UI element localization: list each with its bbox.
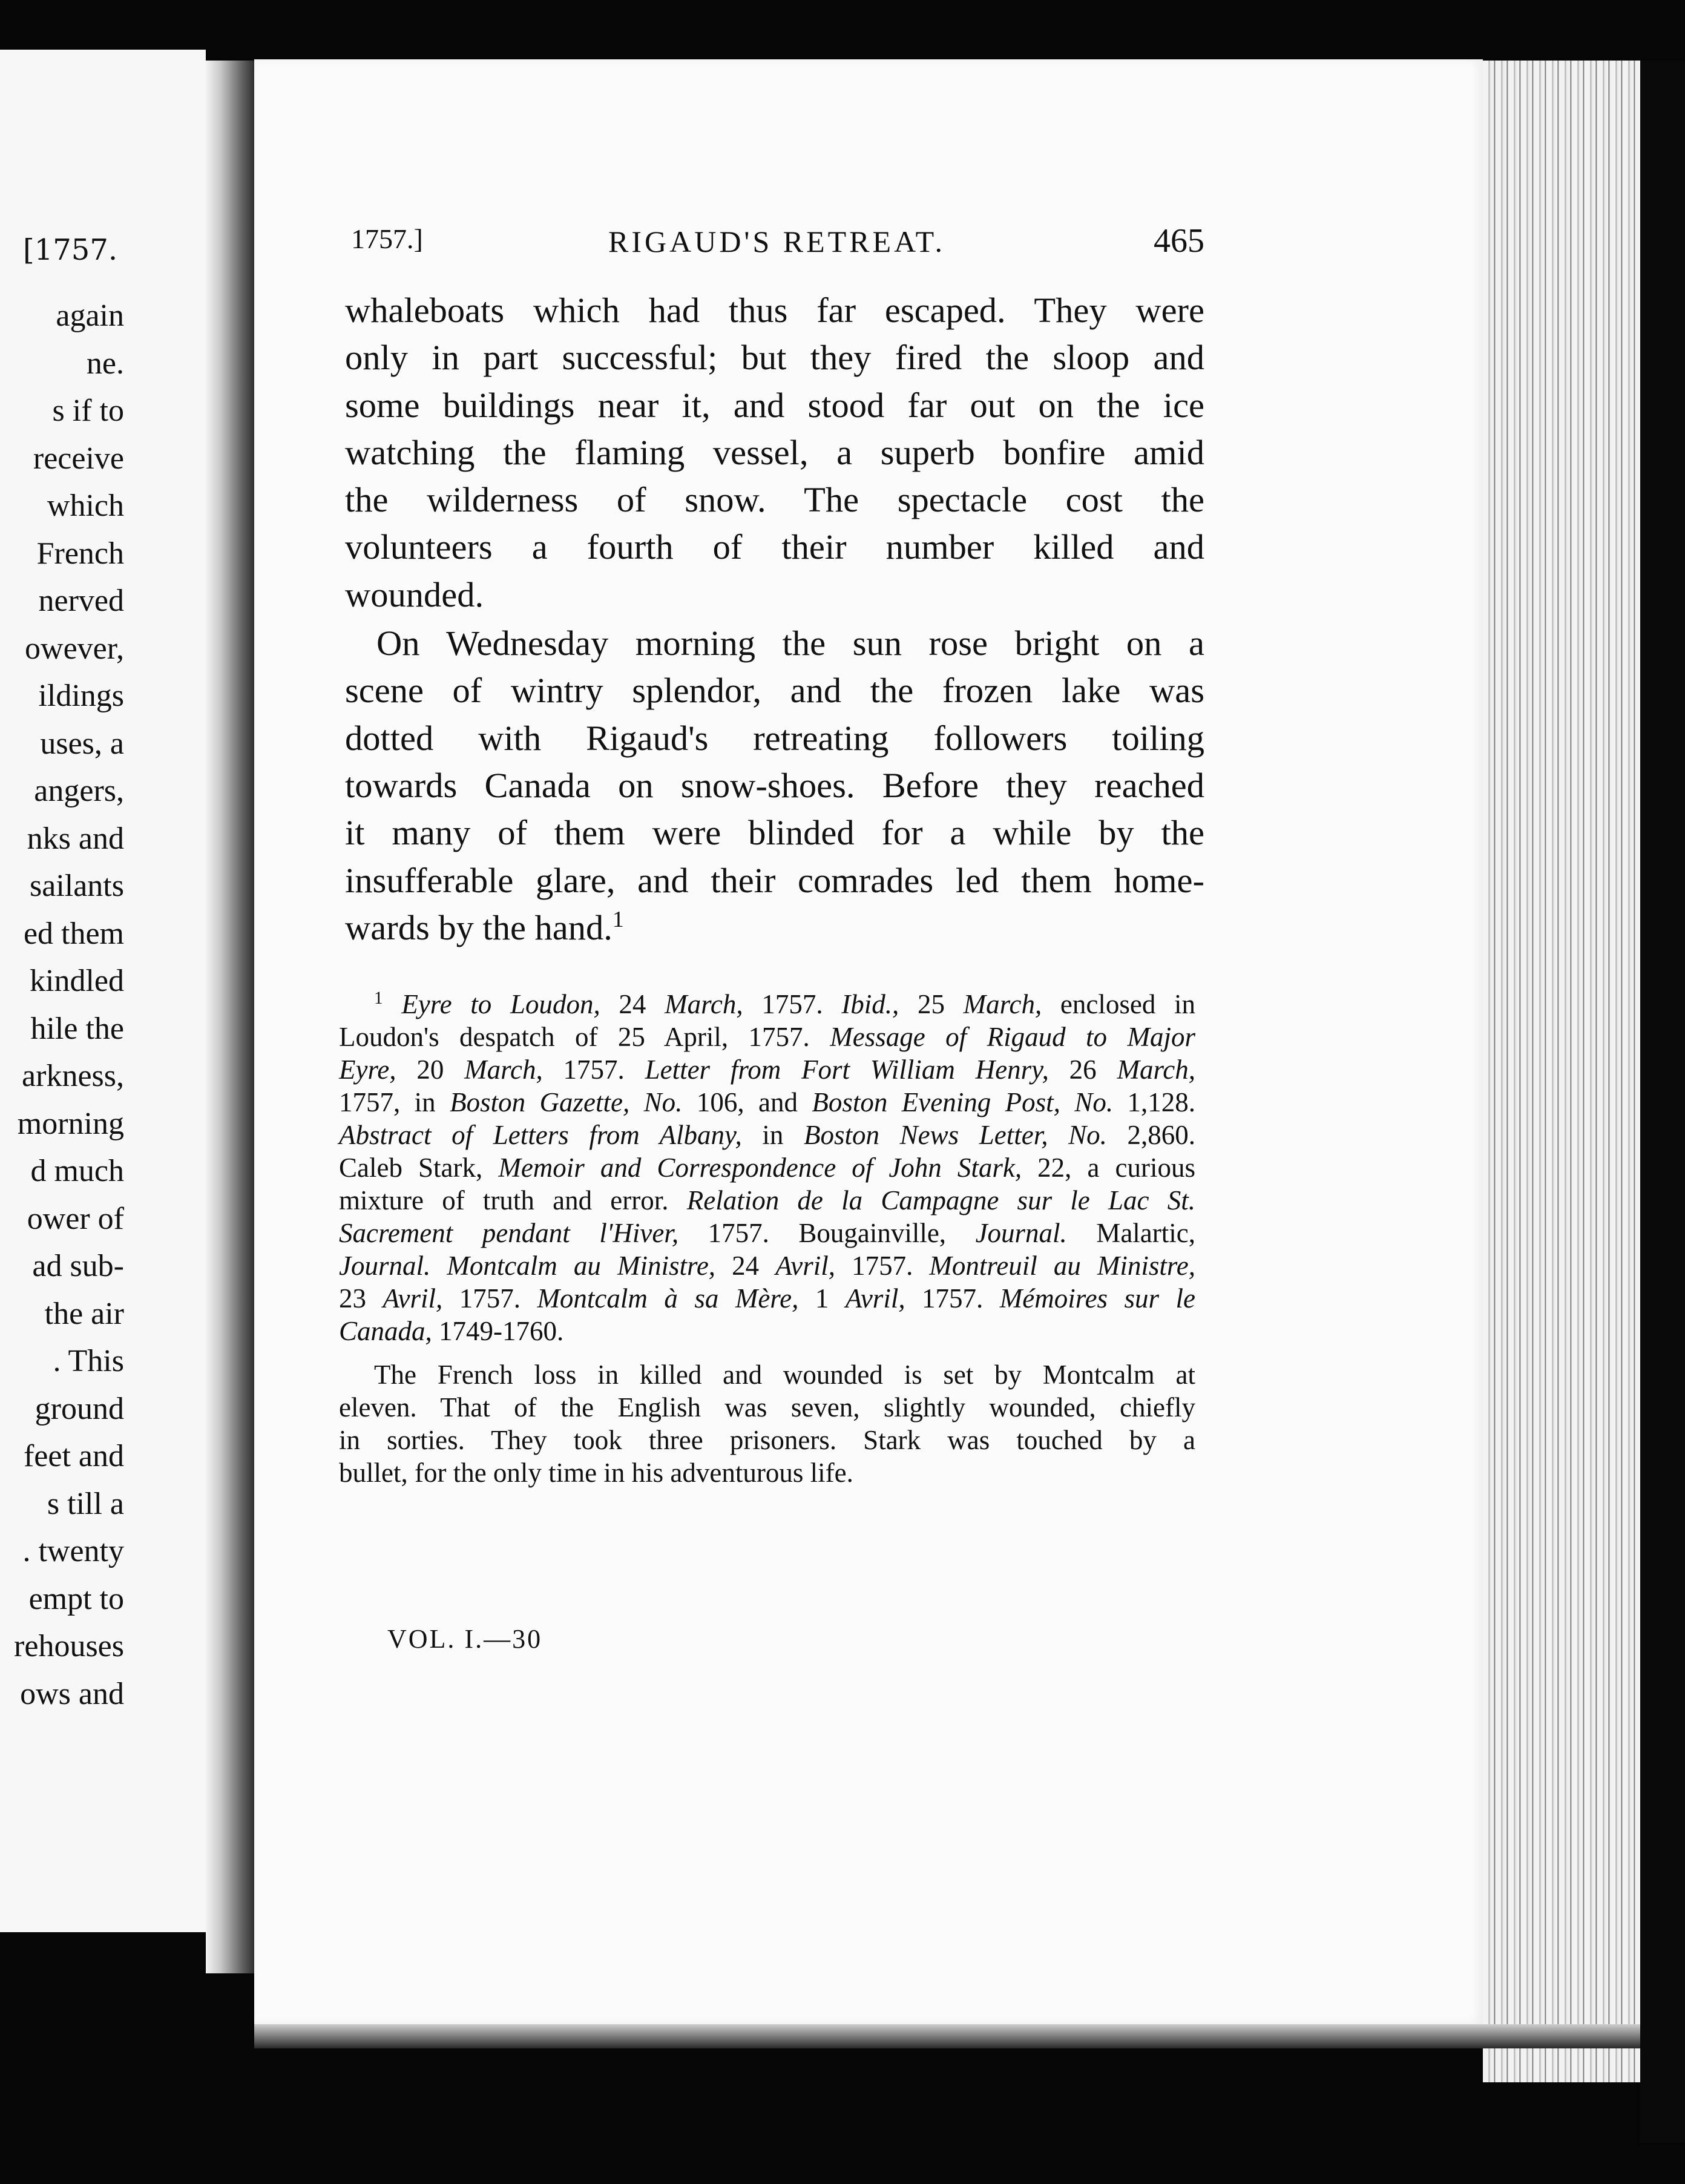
text-line: volunteers a fourth of their number killed and <box>345 527 1204 567</box>
text-line: scene of wintry splendor, and the frozen lake was <box>345 671 1204 711</box>
footnotes <box>339 988 1195 1489</box>
left-page-line: angers, <box>34 774 124 808</box>
footnote-line: Caleb Stark, Memoir and Correspondence of John Stark, 22, a curious <box>339 1153 1195 1183</box>
footnote-line: $^1$ Eyre to Loudon, 24 March, 1757. Ibid., 25 March, enclosed in <box>374 988 1196 1019</box>
footnote-line: Loudon's despatch of 25 April, 1757. Message of Rigaud to Major <box>339 1022 1195 1052</box>
footnote-line: in sorties. They took three prisoners. Stark was touched by a <box>339 1425 1195 1455</box>
header-title: RIGAUD'S RETREAT. <box>608 225 945 258</box>
footnote-reference: 1 <box>612 906 624 932</box>
footnote-line: Journal. Montcalm au Ministre, 24 Avril, 1757. Montreuil au Ministre, <box>339 1251 1195 1281</box>
text-line: watching the flaming vessel, a superb bonfire amid <box>345 432 1204 472</box>
left-page-line: ne. <box>86 346 124 381</box>
left-page-line: morning <box>17 1106 124 1141</box>
page-number: 465 <box>1154 222 1204 260</box>
book-gutter <box>206 61 255 1973</box>
body-text <box>345 287 1204 952</box>
page-edges <box>1483 61 1640 2082</box>
left-page-line: which <box>47 488 124 523</box>
text-line: dotted with Rigaud's retreating followers toiling <box>345 718 1204 758</box>
footnote-paragraph-2 <box>339 1358 1195 1489</box>
left-page-line: ildings <box>38 679 124 713</box>
footnote-line: 23 Avril, 1757. Montcalm à sa Mère, 1 Avril, 1757. Mémoires sur le <box>339 1283 1196 1314</box>
left-page-line: empt to <box>28 1581 124 1616</box>
left-page-line: hile the <box>30 1011 124 1046</box>
page-bottom-edge <box>254 2024 1640 2048</box>
left-page-line: d much <box>30 1154 124 1188</box>
footnote-line: Abstract of Letters from Albany, in Boston News Letter, No. 2,860. <box>339 1120 1195 1150</box>
left-page-line: nerved <box>38 584 124 618</box>
footnote-line: 1757, in Boston Gazette, No. 106, and Boston Evening Post, No. 1,128. <box>339 1087 1195 1117</box>
text-line: towards Canada on snow-shoes. Before they reached <box>345 765 1204 805</box>
text-line-with-ref <box>345 904 1204 952</box>
left-page-line: owever, <box>25 631 124 666</box>
footnote-line: mixture of truth and error. Relation de la Campagne sur le Lac St. <box>339 1185 1195 1215</box>
left-page-line: receive <box>33 441 124 476</box>
text-line: whaleboats which had thus far escaped. They were <box>345 291 1204 330</box>
header-year: 1757.] <box>351 223 423 254</box>
footnote-line: Canada, 1749-1760. <box>339 1316 564 1346</box>
text-line: insufferable glare, and their comrades led them home- <box>345 860 1204 900</box>
left-page-line: . This <box>53 1344 124 1378</box>
left-page-line: ower of <box>27 1201 124 1236</box>
left-page-line: rehouses <box>14 1629 124 1663</box>
left-page-line: ad sub- <box>32 1249 124 1283</box>
text-line: wards by the hand. <box>345 907 613 947</box>
footnote-line: Eyre, 20 March, 1757. Letter from Fort William Henry, 26 March, <box>339 1054 1196 1085</box>
left-page-line: ows and <box>20 1676 124 1711</box>
left-page-line: . twenty <box>22 1534 124 1568</box>
left-page-line: nks and <box>27 821 124 856</box>
text-line: On Wednesday morning the sun rose bright on a <box>376 623 1204 663</box>
left-page-header: [1757. <box>23 233 118 267</box>
left-page-line: feet and <box>23 1439 124 1473</box>
text-line: some buildings near it, and stood far out on the ice <box>345 385 1204 425</box>
footnote-line: Sacrement pendant l'Hiver, 1757. Bougainville, Journal. Malartic, <box>339 1218 1195 1248</box>
footnote-line: bullet, for the only time in his adventurous life. <box>339 1458 853 1488</box>
text-line: wounded. <box>345 574 484 614</box>
left-page-line: French <box>36 536 124 571</box>
left-page-line: s if to <box>52 393 124 428</box>
left-page-line: arkness, <box>22 1059 124 1093</box>
running-header <box>351 223 1204 271</box>
left-page-line: again <box>56 298 124 333</box>
left-page-line: ground <box>34 1391 124 1426</box>
left-page-line: the air <box>44 1296 124 1331</box>
left-page-line: s till a <box>47 1486 124 1521</box>
footnote-number: 1 <box>374 988 383 1008</box>
footnote-line: eleven. That of the English was seven, slightly wounded, chiefly <box>339 1392 1195 1423</box>
footnote-line: The French loss in killed and wounded is set by Montcalm at <box>374 1360 1195 1390</box>
left-page-line: ed them <box>23 916 124 951</box>
signature-mark: VOL. I.—30 <box>387 1624 543 1654</box>
left-page-line: uses, a <box>40 726 124 761</box>
page-edges-shadow <box>1640 61 1685 2143</box>
left-page-line: kindled <box>30 964 124 998</box>
text-line: it many of them were blinded for a while by the <box>345 813 1204 853</box>
text-line: the wilderness of snow. The spectacle cost the <box>345 480 1204 520</box>
left-page-line: sailants <box>30 869 124 903</box>
text-line: only in part successful; but they fired the sloop and <box>345 338 1204 378</box>
